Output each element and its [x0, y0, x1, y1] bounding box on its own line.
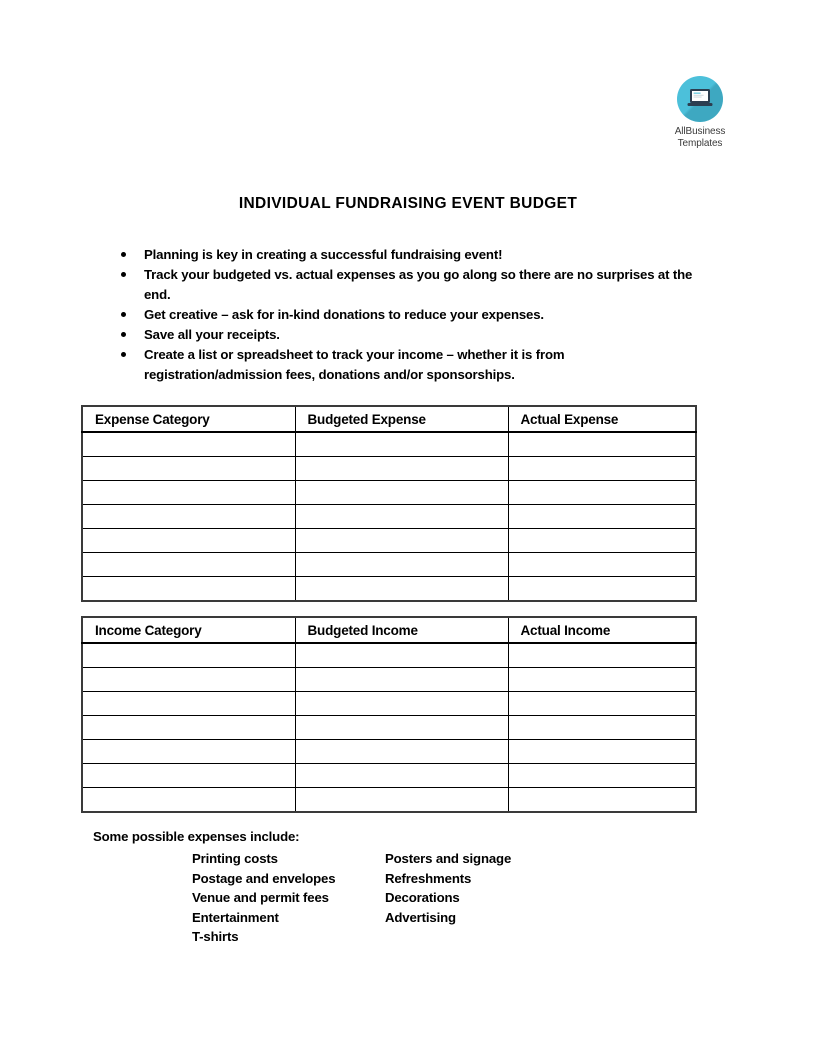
logo-circle [677, 76, 723, 122]
bullet-dot-icon [121, 332, 126, 337]
possible-expenses-columns [192, 849, 612, 947]
list-item: T-shirts [192, 929, 239, 945]
table-cell[interactable] [508, 668, 696, 692]
table-row [82, 432, 696, 457]
table-cell[interactable] [82, 716, 295, 740]
table-row [82, 716, 696, 740]
table-cell[interactable] [295, 643, 508, 668]
brand-logo [653, 76, 747, 150]
table-row [82, 481, 696, 505]
table-cell[interactable] [508, 481, 696, 505]
bullet-dot-icon [121, 272, 126, 277]
table-cell[interactable] [295, 668, 508, 692]
table-row [82, 788, 696, 813]
possible-expenses-heading: Some possible expenses include: [93, 829, 300, 844]
table-cell[interactable] [295, 577, 508, 602]
table-cell[interactable] [82, 553, 295, 577]
table-row [82, 643, 696, 668]
table-header-row [82, 406, 696, 432]
list-item: Postage and envelopes [192, 870, 336, 886]
table-cell[interactable] [82, 505, 295, 529]
table-row [82, 553, 696, 577]
list-item [116, 345, 701, 385]
table-cell[interactable] [508, 529, 696, 553]
list-item-label: Create a list or spreadsheet to track your income – whether it is from registration/admission fees, donations and/or sponsorships. [144, 347, 565, 382]
table-cell[interactable] [295, 692, 508, 716]
list-item: Refreshments [385, 870, 472, 886]
table-row [82, 529, 696, 553]
table-row [82, 692, 696, 716]
bullet-dot-icon [121, 312, 126, 317]
table-row [82, 505, 696, 529]
table-cell[interactable] [508, 692, 696, 716]
table-cell[interactable] [508, 643, 696, 668]
column-header: Budgeted Income [295, 617, 508, 643]
table-cell[interactable] [295, 457, 508, 481]
table-cell[interactable] [295, 740, 508, 764]
logo-wordmark [653, 126, 747, 150]
list-item [116, 245, 701, 265]
table-cell[interactable] [508, 432, 696, 457]
table-cell[interactable] [82, 788, 295, 813]
list-item [116, 325, 701, 345]
list-item: Printing costs [192, 851, 278, 866]
logo-wordmark-line2: Templates [677, 138, 723, 149]
table-row [82, 577, 696, 602]
list-item: Decorations [385, 890, 460, 906]
table-row [82, 457, 696, 481]
table-body [82, 643, 696, 812]
table-cell[interactable] [295, 716, 508, 740]
table-cell[interactable] [508, 716, 696, 740]
table-cell[interactable] [508, 764, 696, 788]
bullet-dot-icon [121, 352, 126, 357]
table-row [82, 740, 696, 764]
table-cell[interactable] [82, 692, 295, 716]
table-body [82, 432, 696, 601]
list-item-label: Planning is key in creating a successful fundraising event! [144, 247, 503, 262]
column-header: Income Category [82, 617, 295, 643]
table-row [82, 764, 696, 788]
list-item-label: Get creative – ask for in-kind donations to reduce your expenses. [144, 307, 544, 322]
list-item: Posters and signage [385, 851, 512, 866]
page-title: INDIVIDUAL FUNDRAISING EVENT BUDGET [238, 195, 578, 212]
table-cell[interactable] [295, 432, 508, 457]
column-header: Actual Expense [508, 406, 696, 432]
list-item: Venue and permit fees [192, 890, 329, 906]
column-header: Actual Income [508, 617, 696, 643]
table-cell[interactable] [82, 529, 295, 553]
list-item [116, 305, 701, 325]
table-cell[interactable] [82, 668, 295, 692]
table-cell[interactable] [508, 457, 696, 481]
column-header: Expense Category [82, 406, 295, 432]
income-budget-table [81, 616, 697, 813]
table-cell[interactable] [295, 553, 508, 577]
list-item: Entertainment [192, 909, 279, 925]
expense-budget-table [81, 405, 697, 602]
table-header-row [82, 617, 696, 643]
table-cell[interactable] [82, 764, 295, 788]
table-cell[interactable] [295, 505, 508, 529]
table-row [82, 668, 696, 692]
table-cell[interactable] [82, 577, 295, 602]
intro-bullet-list [116, 245, 701, 385]
table-cell[interactable] [82, 643, 295, 668]
possible-expenses-column-right [385, 849, 605, 927]
table-cell[interactable] [82, 740, 295, 764]
table-cell[interactable] [295, 529, 508, 553]
laptop-icon [687, 88, 713, 108]
table-cell[interactable] [295, 764, 508, 788]
table-cell[interactable] [508, 553, 696, 577]
table-cell[interactable] [508, 505, 696, 529]
logo-wordmark-line1: AllBusiness [674, 126, 726, 137]
table-cell[interactable] [295, 788, 508, 813]
bullet-dot-icon [121, 252, 126, 257]
table-cell[interactable] [82, 457, 295, 481]
list-item [116, 265, 701, 305]
table-cell[interactable] [295, 481, 508, 505]
list-item: Advertising [385, 909, 456, 925]
list-item-label: Save all your receipts. [144, 327, 280, 342]
list-item-label: Track your budgeted vs. actual expenses as you go along so there are no surprises at the end. [144, 267, 693, 302]
column-header: Budgeted Expense [295, 406, 508, 432]
table-cell[interactable] [508, 577, 696, 602]
table-cell[interactable] [82, 481, 295, 505]
possible-expenses-column-left [192, 849, 385, 947]
table-cell[interactable] [508, 788, 696, 813]
table-cell[interactable] [82, 432, 295, 457]
table-cell[interactable] [508, 740, 696, 764]
